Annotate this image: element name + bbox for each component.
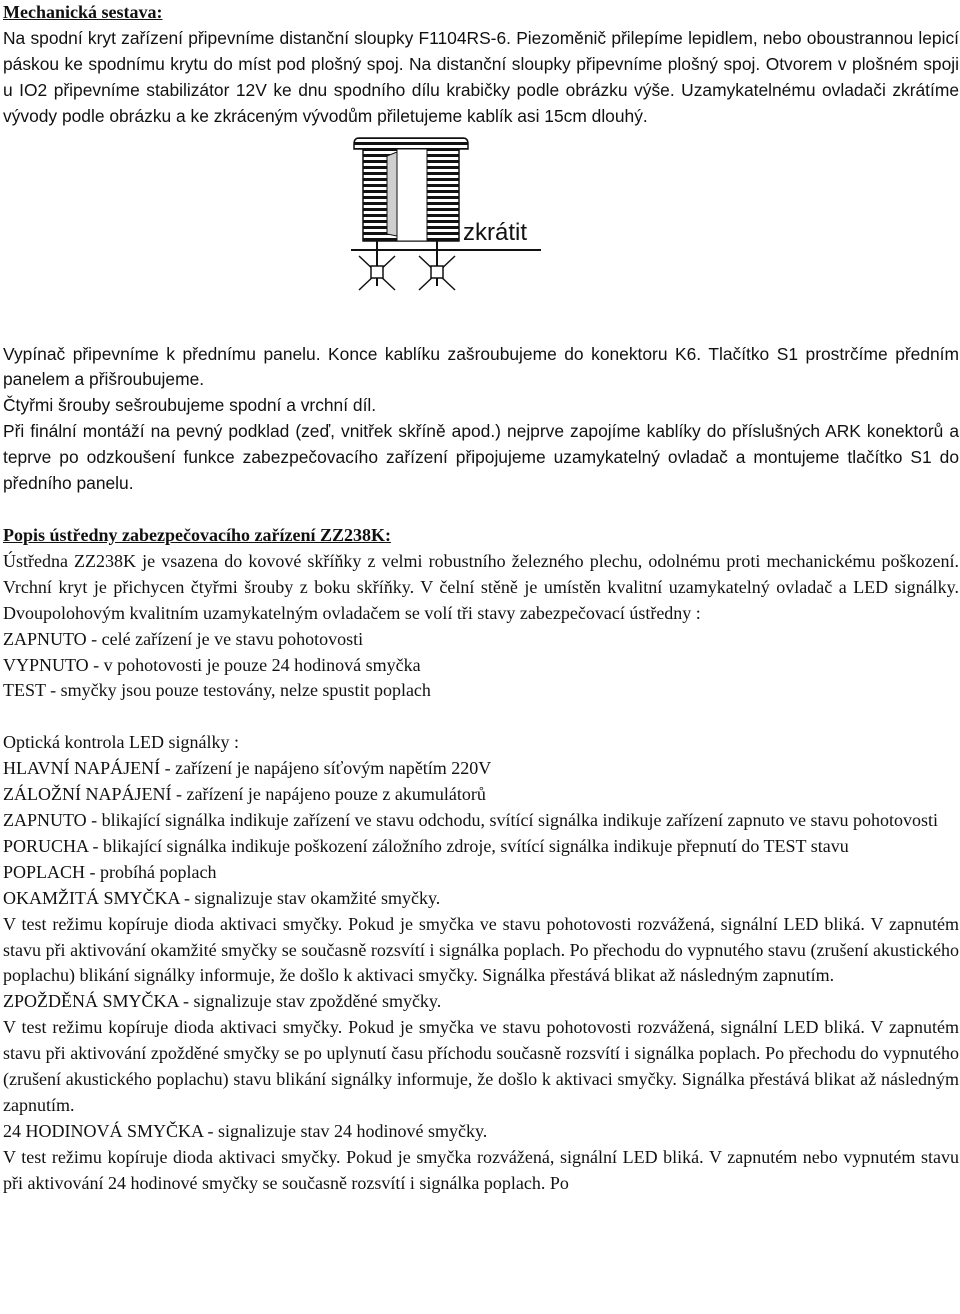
led-delayed-loop: ZPOŽDĚNÁ SMYČKA - signalizuje stav zpožděné smyčky. xyxy=(3,991,442,1012)
spacer xyxy=(3,704,959,730)
mode-on: ZAPNUTO - celé zařízení je ve stavu pohotovosti xyxy=(3,628,364,649)
switch-figure xyxy=(3,136,959,342)
led-delayed-loop-desc: V test režimu kopíruje dioda aktivaci smyčky. Pokud je smyčka ve stavu pohotovosti rozvážená, signální LED bliká. V zapnutém stavu při aktivování zpožděné smyčky se po uplynutí času příchodu současně rozsvítí i signálka poplach. Po přechodu do vypnutého (zrušení akustického poplachu) stavu blikání signálky informuje, že došlo k aktivaci smyčky. Signálka přestává blikat až následným zapnutím. xyxy=(3,1017,959,1115)
section-heading-description: Popis ústředny zabezpečovacího zařízení ZZ238K: xyxy=(3,524,391,545)
led-24h-loop-desc: V test režimu kopíruje dioda aktivaci smyčky. Pokud je smyčka rozvážená, signální LED bliká. V zapnutém nebo vypnutém stavu při aktivování 24 hodinové smyčky se současně rozsvítí i signálka poplach. Po xyxy=(3,1146,959,1193)
led-armed: ZAPNUTO - blikající signálka indikuje zařízení ve stavu odchodu, svítící signálka indikuje zařízení zapnuto ve stavu pohotovosti xyxy=(3,810,938,831)
mounting-paragraph-2: Čtyřmi šrouby sešroubujeme spodní a vrchní díl. xyxy=(3,395,377,416)
mounting-paragraph-1: Vypínač připevníme k přednímu panelu. Konce kablíku zašroubujeme do konektoru K6. Tlačítko S1 prostrčíme předním panelem a přišroubujeme. xyxy=(3,343,959,390)
switch-cap xyxy=(354,138,468,149)
figure-label: zkrátit xyxy=(463,218,528,246)
description-paragraph: Ústředna ZZ238K je vsazena do kovové skříňky z velmi robustního železného plechu, odolnému proti mechanickému poškození. Vrchní kryt je přichycen čtyřmi šrouby z boku skříňky. V čelní stěně je umístěn kvalitní uzamykatelný ovladač a LED signálky. Dvoupolohovým kvalitním uzamykatelným ovladačem se volí tři stavy zabezpečovací ústředny : xyxy=(3,550,959,623)
mounting-paragraph-3: Při finální montáží na pevný podklad (zeď, vnitřek skříně apod.) nejprve zapojíme kablíky do příslušných ARK konektorů a teprve po odzkoušení funkce zabezpečovacího zařízení připojujeme uzamykatelný ovladač a montujeme tlačítko S1 do předního panelu. xyxy=(3,421,959,494)
led-backup-power: ZÁLOŽNÍ NAPÁJENÍ - zařízení je napájeno pouze z akumulátorů xyxy=(3,784,486,805)
led-main-power: HLAVNÍ NAPÁJENÍ - zařízení je napájeno síťovým napětím 220V xyxy=(3,758,492,779)
led-intro: Optická kontrola LED signálky : xyxy=(3,732,239,753)
mode-off: VYPNUTO - v pohotovosti je pouze 24 hodinová smyčka xyxy=(3,654,421,675)
led-instant-loop-desc: V test režimu kopíruje dioda aktivaci smyčky. Pokud je smyčka ve stavu pohotovosti rozvážená, signální LED bliká. V zapnutém stavu při aktivování okamžité smyčky se současně rozsvítí i signálka poplach. Po přechodu do vypnutého stavu (zrušení akustického poplachu) blikání signálky informuje, že došlo k aktivaci smyčky. Signálka přestává blikat až následným zapnutím. xyxy=(3,913,959,986)
section-heading-mechanical: Mechanická sestava: xyxy=(3,2,163,22)
led-24h-loop: 24 HODINOVÁ SMYČKA - signalizuje stav 24 hodinové smyčky. xyxy=(3,1120,488,1141)
led-alarm: POPLACH - probíhá poplach xyxy=(3,861,217,882)
mode-test: TEST - smyčky jsou pouze testovány, nelze spustit poplach xyxy=(3,680,431,701)
led-fault: PORUCHA - blikající signálka indikuje poškození záložního zdroje, svítící signálka indikuje přepnutí do TEST stavu xyxy=(3,835,849,856)
spacer xyxy=(3,497,959,523)
assembly-paragraph: Na spodní kryt zařízení připevníme distanční sloupky F1104RS-6. Piezoměnič přilepíme lepidlem, nebo oboustrannou lepicí páskou ke spodnímu krytu do míst pod plošný spoj. Na distanční sloupky připevníme plošný spoj. Otvorem v plošném spoji u IO2 připevníme stabilizátor 12V ke dnu spodního dílu krabičky podle obrázku výše. Uzamykatelnému ovladači zkrátíme vývody podle obrázku a ke zkráceným vývodům přiletujeme kablík asi 15cm dlouhý. xyxy=(3,27,959,126)
led-instant-loop: OKAMŽITÁ SMYČKA - signalizuje stav okamžité smyčky. xyxy=(3,887,441,908)
switch-diagram xyxy=(351,136,543,292)
